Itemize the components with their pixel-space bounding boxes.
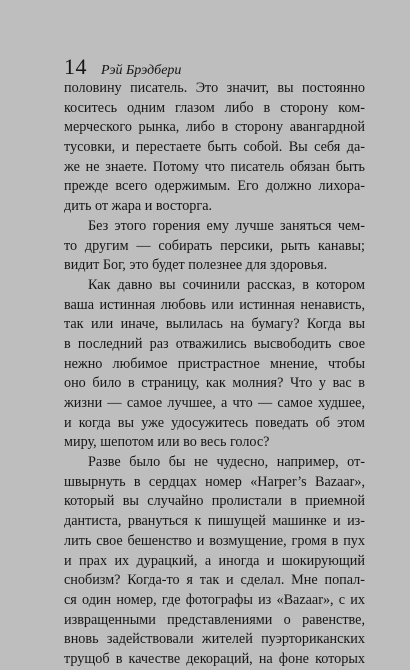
- text-line: вновь задействовали жителей пуэрториканских: [64, 631, 365, 648]
- text-line: тусовки, и перестаете быть собой. Вы себя да-: [64, 139, 365, 156]
- text-line: так или иначе, вылилась на бумагу? Когда вы: [64, 316, 365, 333]
- paragraph: [64, 79, 365, 217]
- text-line: Без этого горения ему лучше заняться чем-: [88, 217, 365, 234]
- text-line: видит Бог, это будет полезнее для здоровья.: [64, 257, 328, 274]
- text-line: и прах их дурацкий, а иногда и шокирующий: [64, 552, 365, 569]
- text-line: дантиста, рвануться к пишущей машинке и из-: [64, 513, 365, 530]
- text-line: и когда вы уже удосужитесь поведать об этом: [64, 414, 365, 431]
- body-text: [64, 79, 365, 670]
- text-line: извращенными представлениями о равенстве,: [64, 611, 365, 628]
- text-line: нежно любимое пристрастное мнение, чтобы: [64, 355, 365, 372]
- text-line: то другим — собирать персики, рыть канавы;: [64, 237, 365, 254]
- text-line: оно било в страницу, как молния? Что у вас в: [64, 375, 365, 392]
- text-line: же не знаете. Потому что писатель обязан быть: [64, 158, 365, 175]
- text-line: мерческого рынка, либо в сторону авангардной: [64, 119, 365, 136]
- page-header: [64, 52, 181, 82]
- text-line: Разве было бы не чудесно, например, от-: [88, 454, 365, 471]
- text-line: ваша истинная любовь или истинная ненависть,: [64, 296, 365, 313]
- text-line: дить от жара и восторга.: [64, 198, 213, 215]
- text-line: коситесь одним глазом либо в сторону ком-: [64, 99, 365, 116]
- text-line: прежде всего одержимым. Его должно лихора-: [64, 178, 365, 195]
- text-line: снобизм? Когда-то я так и сделал. Мне попал-: [64, 572, 365, 589]
- text-line: трущоб в качестве декораций, на фоне которых: [64, 650, 365, 667]
- running-head-author: Рэй Брэдбери: [101, 63, 182, 78]
- text-line: ся один номер, где фотографы из «Bazaar», с их: [64, 591, 365, 608]
- text-line: лить свое бешенство и возмущение, громя в пух: [64, 532, 365, 549]
- text-line: половину писатель. Это значит, вы постоянно: [64, 80, 365, 96]
- paragraph: [64, 276, 365, 453]
- text-line: который вы случайно пролистали в приемной: [64, 493, 365, 510]
- text-line: в последний раз отважились высвободить свое: [64, 335, 365, 352]
- paragraph: [64, 217, 365, 276]
- text-line: Как давно вы сочинили рассказ, в котором: [88, 276, 365, 293]
- text-line: миру, шепотом или во весь голос?: [64, 434, 270, 451]
- text-line: жизни — самое лучшее, а что — самое худшее,: [64, 395, 365, 411]
- page-number: 14: [64, 54, 87, 79]
- paragraph: [64, 453, 365, 670]
- text-line: швырнуть в сердцах номер «Harper’s Bazaar»,: [64, 473, 365, 490]
